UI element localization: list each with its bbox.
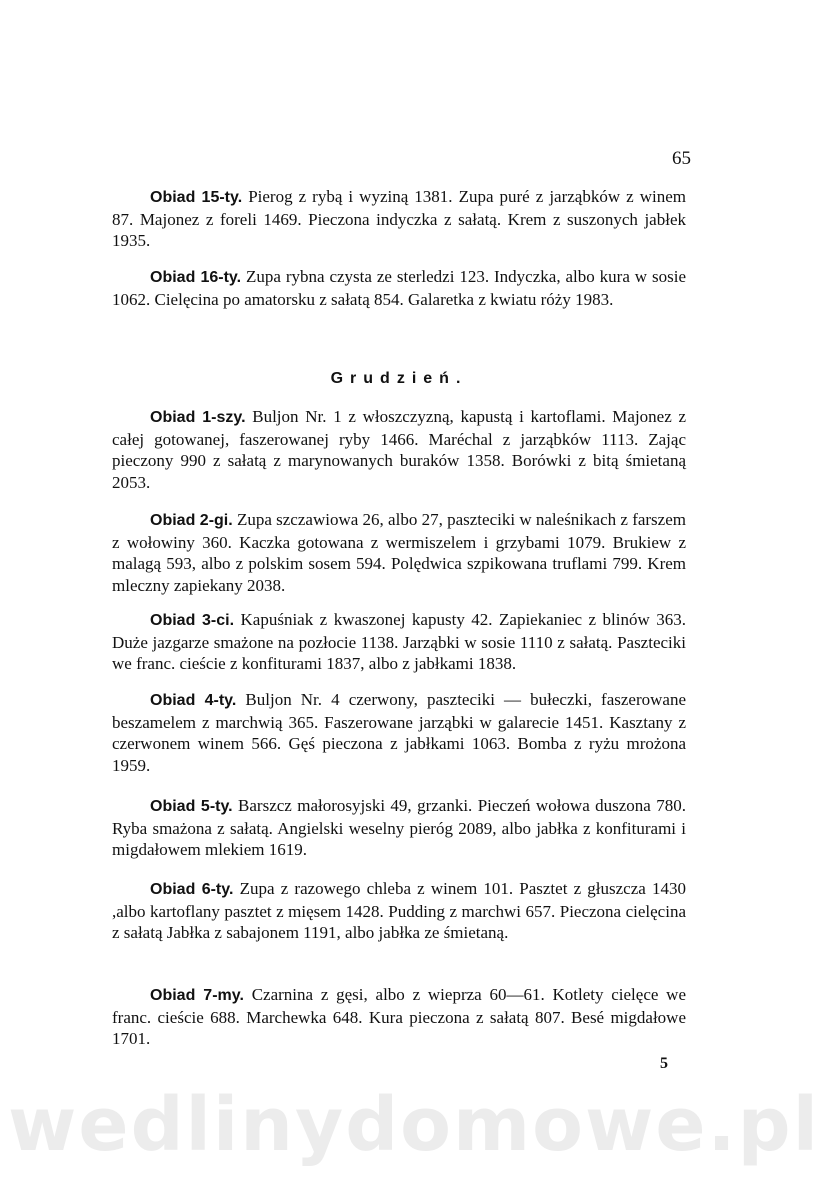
menu-entry-obiad-6 <box>112 878 686 944</box>
menu-entry-text: Buljon Nr. 1 z włoszczyzną, kapustą i kartoflami. Majonez z całej gotowanej, faszerowanej ryby 1466. Maréchal z jarząbków 1113. Zając pieczony 990 z sałatą z marynowanych buraków 1358. Borówki z bitą śmietaną 2053. <box>112 407 687 492</box>
menu-entry-text: Zupa rybna czysta ze sterledzi 123. Indyczka, albo kura w sosie 1062. Cielęcina po amatorsku z sałatą 854. Galaretka z kwiatu róży 1983. <box>112 267 686 309</box>
menu-entry-label: Obiad 6-ty. <box>150 881 234 898</box>
menu-entry-label: Obiad 15-ty. <box>150 189 243 206</box>
menu-entry-text: Zupa z razowego chleba z winem 101. Pasztet z głuszcza 1430 ,albo kartoflany pasztet z mięsem 1428. Pudding z marchwi 657. Pieczona cielęcina z sałatą Jabłka z sabajonem 1191, albo jabłka ze śmietaną. <box>112 879 686 942</box>
menu-entry-label: Obiad 4-ty. <box>150 692 237 709</box>
menu-entry-text: Pierog z rybą i wyziną 1381. Zupa puré z jarząbków z winem 87. Majonez z foreli 1469. Pieczona indyczka z sałatą. Krem z suszonych jabłek 1935. <box>112 187 686 250</box>
menu-entry-obiad-7 <box>112 984 686 1050</box>
watermark: wedlinydomowe.pl <box>8 1082 820 1168</box>
menu-entry-text: Kapuśniak z kwaszonej kapusty 42. Zapiekaniec z blinów 363. Duże jazgarze smażone na pozłocie 1138. Jarząbki w sosie 1110 z sałatą. Paszteciki we franc. cieście z konfiturami 1837, albo z jabłkami 1838. <box>112 610 687 673</box>
menu-entry-obiad-1 <box>112 406 686 493</box>
menu-entry-label: Obiad 3-ci. <box>150 612 235 629</box>
signature-mark: 5 <box>660 1055 668 1072</box>
menu-entry-text: Zupa szczawiowa 26, albo 27, paszteciki w naleśnikach z farszem z wołowiny 360. Kaczka gotowana z wermiszelem i grzybami 1079. Brukiew z malagą 593, albo z polskim sosem 594. Polędwica szpikowana truflami 799. Krem mleczny zapiekany 2038. <box>112 510 686 595</box>
menu-entry-obiad-2 <box>112 509 686 596</box>
menu-entry-obiad-16 <box>112 266 686 310</box>
section-heading-month: Grudzień. <box>330 370 468 387</box>
menu-entry-text: Buljon Nr. 4 czerwony, paszteciki — bułeczki, faszerowane beszamelem z marchwią 365. Faszerowane jarząbki w galarecie 1451. Kasztany z czerwonem winem 566. Gęś pieczona z jabłkami 1063. Bomba z ryżu mrożona 1959. <box>112 690 686 775</box>
menu-entry-label: Obiad 5-ty. <box>150 798 233 815</box>
menu-entry-obiad-3 <box>112 609 686 675</box>
page-number: 65 <box>672 148 691 169</box>
menu-entry-label: Obiad 7-my. <box>150 987 244 1004</box>
menu-entry-text: Czarnina z gęsi, albo z wieprza 60—61. Kotlety cielęce we franc. cieście 688. Marchewka 648. Kura pieczona z sałatą 807. Besé migdałowe 1701. <box>112 985 687 1048</box>
menu-entry-obiad-5 <box>112 795 686 861</box>
menu-entry-text: Barszcz małorosyjski 49, grzanki. Pieczeń wołowa duszona 780. Ryba smażona z sałatą. Angielski weselny pieróg 2089, albo jabłka z konfiturami i migdałowem mlekiem 1619. <box>112 796 686 859</box>
menu-entry-label: Obiad 1-szy. <box>150 409 246 426</box>
menu-entry-obiad-15 <box>112 186 686 252</box>
menu-entry-label: Obiad 16-ty. <box>150 269 242 286</box>
menu-entry-label: Obiad 2-gi. <box>150 512 233 529</box>
menu-entry-obiad-4 <box>112 689 686 776</box>
